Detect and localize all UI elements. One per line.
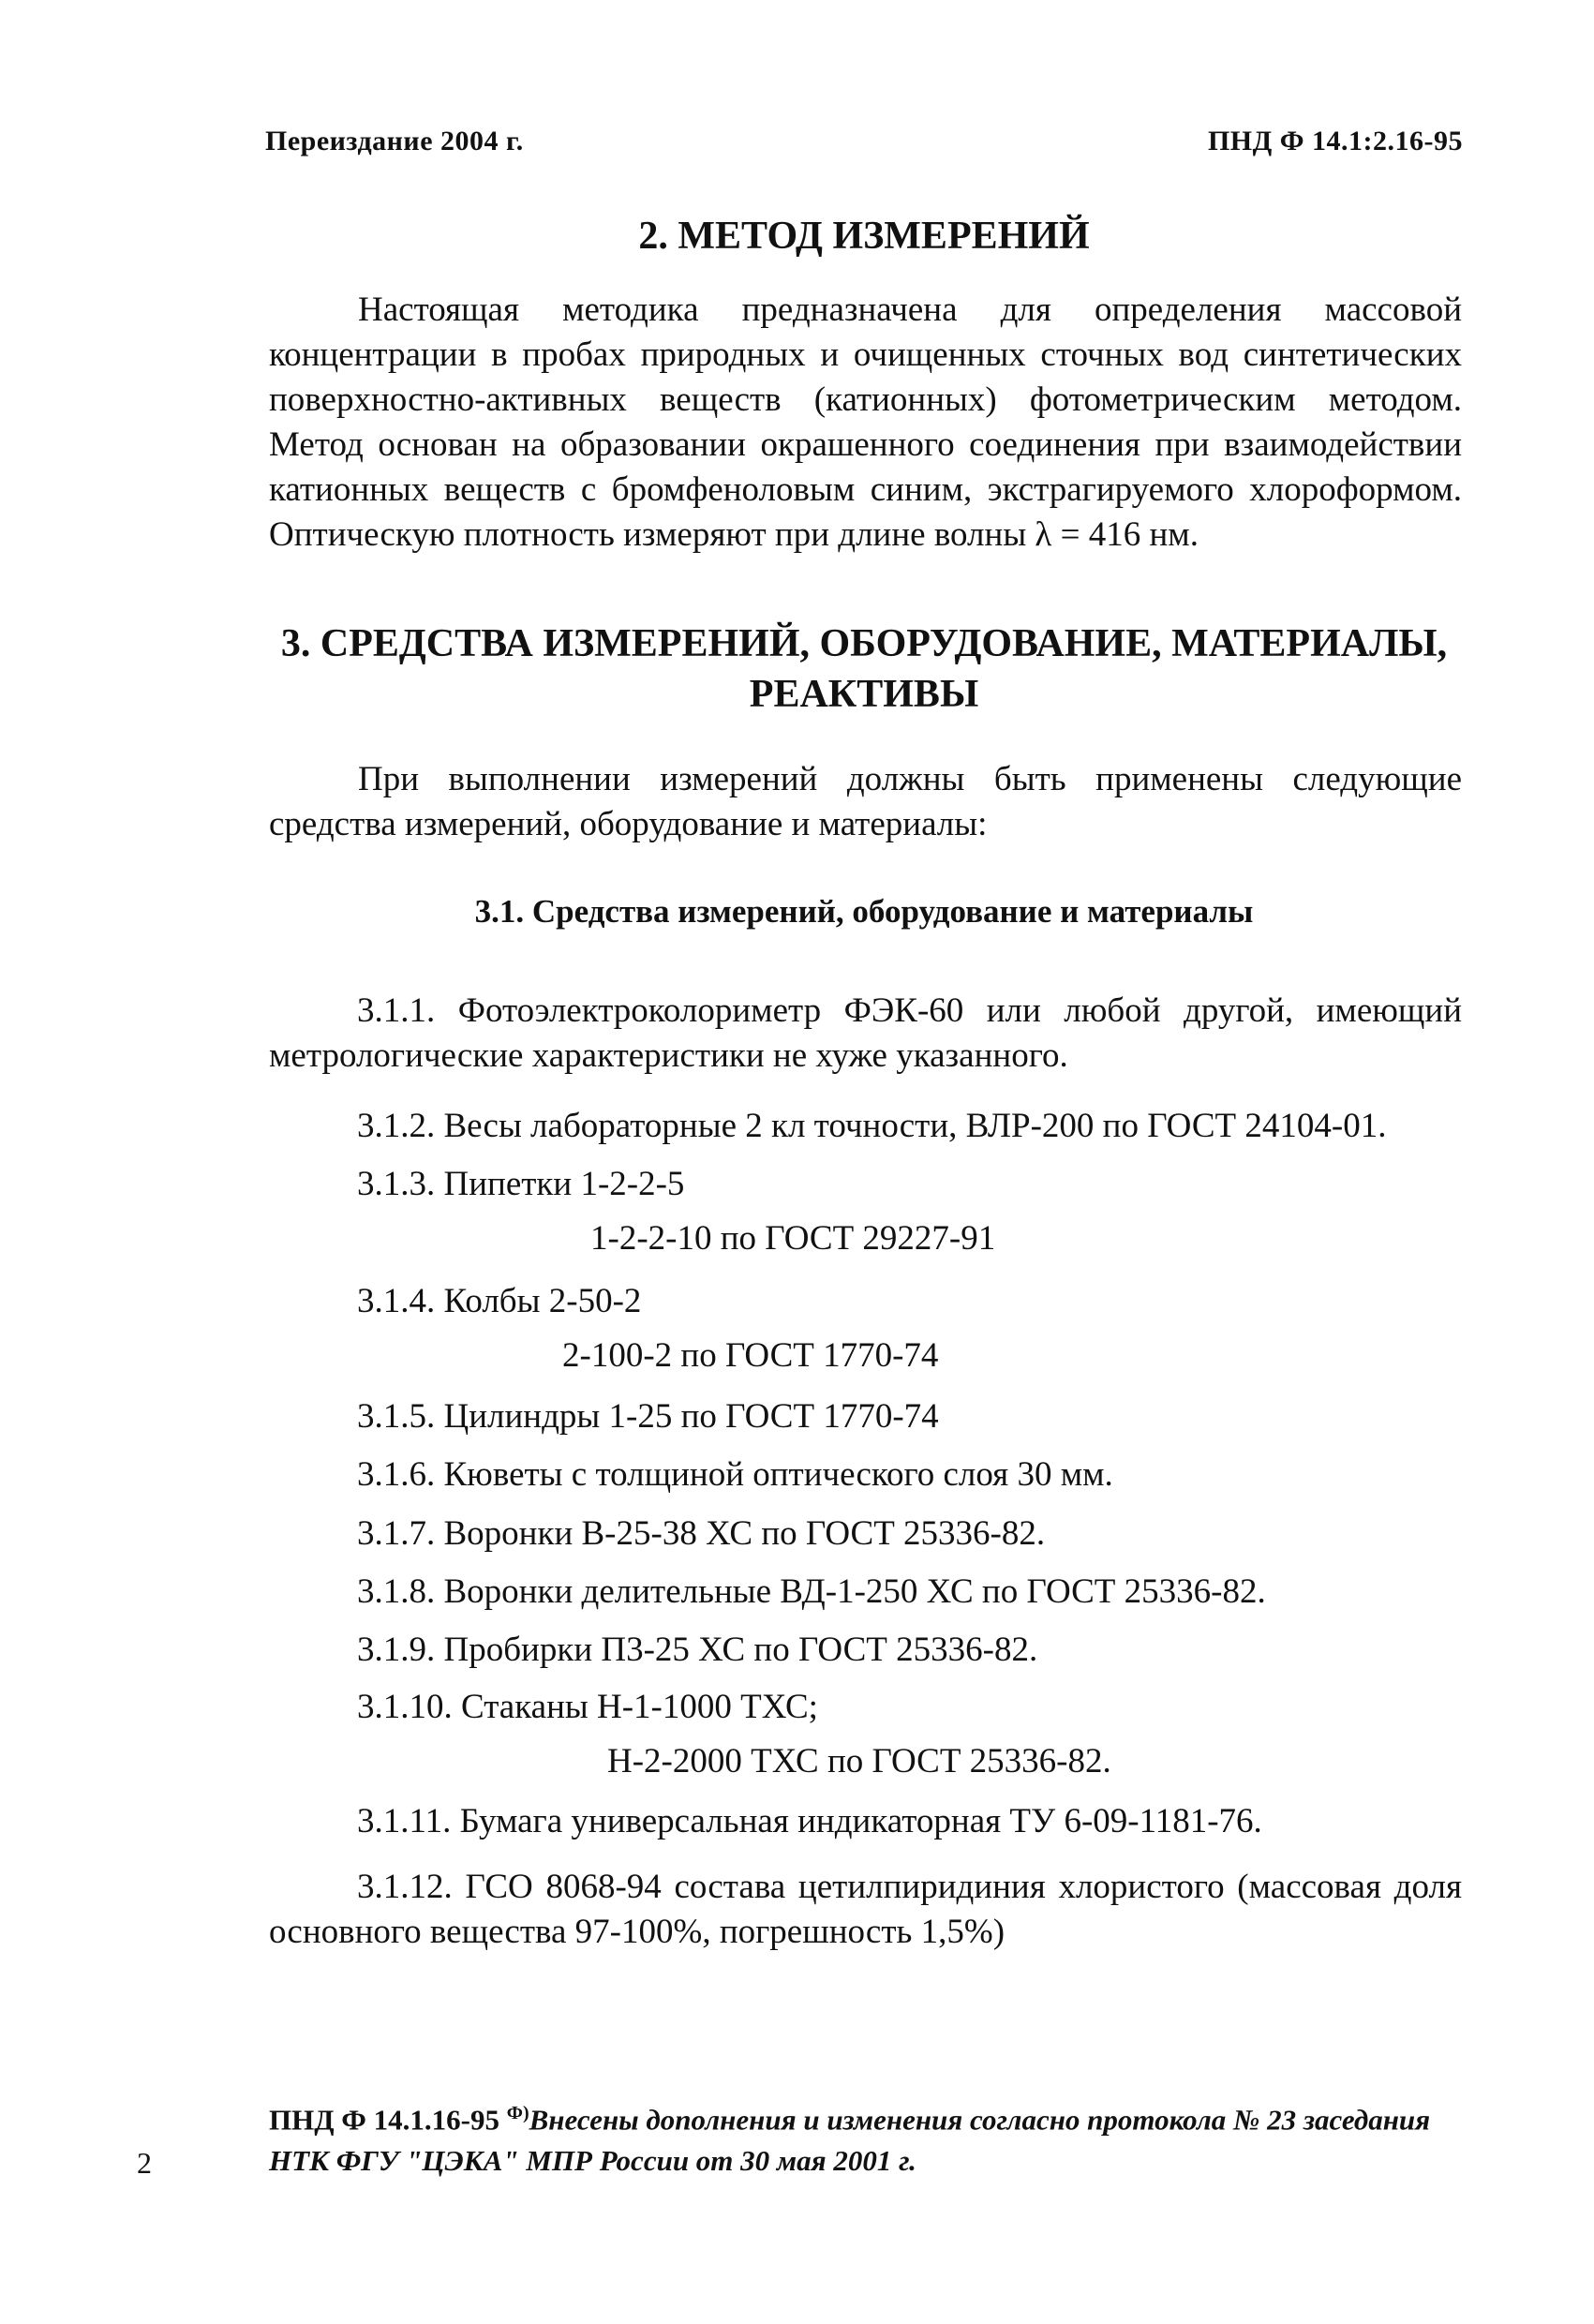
list-item: 3.1.11. Бумага универсальная индикаторная ТУ 6-09-1181-76. <box>357 1802 1262 1840</box>
list-item: 3.1.3. Пипетки 1-2-2-5 <box>357 1165 685 1203</box>
list-item: 3.1.9. Пробирки П3-25 ХС по ГОСТ 25336-82. <box>357 1631 1038 1669</box>
section-3-title-line-1: 3. СРЕДСТВА ИЗМЕРЕНИЙ, ОБОРУДОВАНИЕ, МАТЕРИАЛЫ, <box>280 622 1448 665</box>
page-number: 2 <box>137 2146 152 2180</box>
section-2-text <box>269 288 1462 558</box>
footnote-reference: ПНД Ф 14.1.16-95 <box>269 2103 500 2137</box>
footnote-text: Внесены дополнения и изменения согласно протокола № 23 заседания НТК ФГУ "ЦЭКА" МПР России от 30 мая 2001 г. <box>269 2103 1431 2178</box>
list-item: 3.1.8. Воронки делительные ВД-1-250 ХС по ГОСТ 25336-82. <box>357 1572 1266 1611</box>
section-3-title-line-2: РЕАКТИВЫ <box>749 673 979 716</box>
section-3-title <box>265 618 1463 720</box>
subsection-3-1-title: 3.1. Средства измерений, оборудование и материалы <box>474 893 1254 930</box>
list-item-continuation: Н-2-2000 ТХС по ГОСТ 25336-82. <box>607 1742 1111 1780</box>
list-item <box>269 1865 1462 1955</box>
list-item-text: 3.1.12. ГСО 8068-94 состава цетилпиридиния хлористого (массовая доля основного вещества 97-100%, погрешность 1,5%) <box>269 1868 1462 1951</box>
footnote <box>269 2093 1464 2182</box>
list-item-text: 3.1.1. Фотоэлектроколориметр ФЭК-60 или любой другой, имеющий метрологические характеристики не хуже указанного. <box>269 991 1462 1075</box>
list-item-continuation: 1-2-2-10 по ГОСТ 29227-91 <box>590 1219 996 1258</box>
list-item: 3.1.7. Воронки В-25-38 ХС по ГОСТ 25336-82. <box>357 1514 1046 1553</box>
footnote-mark: Ф) <box>506 2103 529 2123</box>
section-3-intro-text: При выполнении измерений должны быть применены следующие средства измерений, оборудование и материалы: <box>269 760 1462 843</box>
list-item: 3.1.2. Весы лабораторные 2 кл точности, ВЛР-200 по ГОСТ 24104-01. <box>357 1107 1387 1145</box>
section-3-intro <box>269 757 1462 847</box>
list-item-continuation: 2-100-2 по ГОСТ 1770-74 <box>562 1336 939 1375</box>
header-document-code: ПНД Ф 14.1:2.16-95 <box>1207 126 1463 156</box>
section-2-paragraph: Настоящая методика предназначена для определения массовой концентрации в пробах природных и очищенных сточных вод синтетических поверхностно-активных веществ (катионных) фотометрическим методом. Метод основан на образовании окрашенного соединения при взаимодействии катионных веществ с бромфеноловым синим, экстрагируемого хлороформом. Оптическую плотность измеряют при длине волны λ = 416 нм. <box>269 290 1462 554</box>
list-item: 3.1.5. Цилиндры 1-25 по ГОСТ 1770-74 <box>357 1397 939 1436</box>
list-item: 3.1.6. Кюветы с толщиной оптического слоя 30 мм. <box>357 1455 1113 1494</box>
list-item <box>269 989 1462 1079</box>
list-item: 3.1.10. Стаканы Н-1-1000 ТХС; <box>357 1688 818 1726</box>
header-edition: Переиздание 2004 г. <box>265 126 524 156</box>
list-item: 3.1.4. Колбы 2-50-2 <box>357 1282 642 1320</box>
section-2-title: 2. МЕТОД ИЗМЕРЕНИЙ <box>638 215 1090 258</box>
